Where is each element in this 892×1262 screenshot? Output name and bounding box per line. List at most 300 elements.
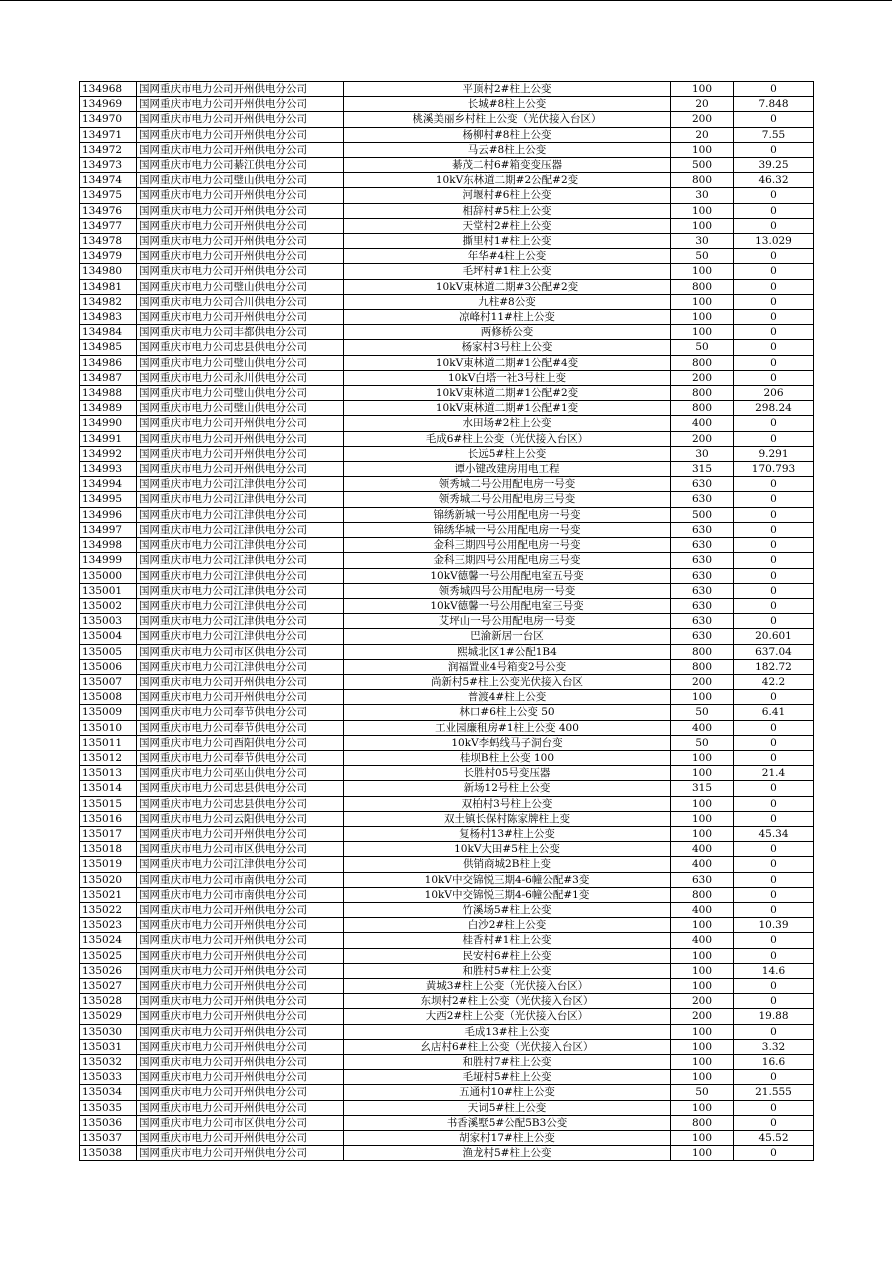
row-id-cell: 135006: [80, 659, 137, 674]
company-cell: 国网重庆市电力公司开州供电分公司: [137, 446, 344, 461]
capacity-cell: 50: [671, 735, 734, 750]
table-row: [80, 750, 814, 765]
value-cell: 46.32: [734, 173, 814, 188]
row-id-cell: 135037: [80, 1131, 137, 1146]
capacity-cell: 500: [671, 507, 734, 522]
capacity-cell: 500: [671, 158, 734, 173]
table-row: [80, 644, 814, 659]
row-id-cell: 135025: [80, 948, 137, 963]
row-id-cell: 134984: [80, 325, 137, 340]
capacity-cell: 630: [671, 872, 734, 887]
company-cell: 国网重庆市电力公司市南供电分公司: [137, 872, 344, 887]
transformer-name-cell: 10kV白塔一社3号柱上变: [344, 370, 671, 385]
value-cell: 3.32: [734, 1039, 814, 1054]
company-cell: 国网重庆市电力公司开州供电分公司: [137, 234, 344, 249]
table-row: [80, 994, 814, 1009]
table-row: [80, 766, 814, 781]
transformer-name-cell: 竹溪场5#柱上公变: [344, 902, 671, 917]
transformer-name-cell: 河堰村#6柱上公变: [344, 188, 671, 203]
row-id-cell: 134992: [80, 446, 137, 461]
value-cell: 0: [734, 811, 814, 826]
row-id-cell: 134973: [80, 158, 137, 173]
row-id-cell: 134995: [80, 492, 137, 507]
transformer-name-cell: 大西2#柱上公变（光伏接入台区）: [344, 1009, 671, 1024]
row-id-cell: 135017: [80, 826, 137, 841]
table-row: [80, 872, 814, 887]
row-id-cell: 135030: [80, 1024, 137, 1039]
value-cell: 19.88: [734, 1009, 814, 1024]
transformer-name-cell: 毛坪村#1柱上公变: [344, 264, 671, 279]
row-id-cell: 134986: [80, 355, 137, 370]
capacity-cell: 100: [671, 203, 734, 218]
transformer-name-cell: 10kV東林道二期#1公配#4变: [344, 355, 671, 370]
table-row: [80, 918, 814, 933]
row-id-cell: 135032: [80, 1055, 137, 1070]
transformer-name-cell: 书香溪墅5#公配5B3公变: [344, 1115, 671, 1130]
table-row: [80, 401, 814, 416]
company-cell: 国网重庆市电力公司开州供电分公司: [137, 826, 344, 841]
value-cell: 0: [734, 933, 814, 948]
capacity-cell: 30: [671, 234, 734, 249]
transformer-name-cell: 锦绣新城一号公用配电房一号变: [344, 507, 671, 522]
transformer-name-cell: 马云#8柱上公变: [344, 142, 671, 157]
company-cell: 国网重庆市电力公司开州供电分公司: [137, 1024, 344, 1039]
value-cell: 0: [734, 203, 814, 218]
value-cell: 0: [734, 887, 814, 902]
row-id-cell: 135003: [80, 614, 137, 629]
company-cell: 国网重庆市电力公司市区供电分公司: [137, 1115, 344, 1130]
company-cell: 国网重庆市电力公司开州供电分公司: [137, 1085, 344, 1100]
table-row: [80, 781, 814, 796]
company-cell: 国网重庆市电力公司开州供电分公司: [137, 82, 344, 97]
page-top-border: [0, 0, 892, 1]
company-cell: 国网重庆市电力公司开州供电分公司: [137, 310, 344, 325]
value-cell: 0: [734, 720, 814, 735]
row-id-cell: 134989: [80, 401, 137, 416]
table-row: [80, 842, 814, 857]
capacity-cell: 400: [671, 902, 734, 917]
company-cell: 国网重庆市电力公司璧山供电分公司: [137, 355, 344, 370]
table-row: [80, 188, 814, 203]
transformer-name-cell: 白沙2#柱上公变: [344, 918, 671, 933]
value-cell: 0: [734, 842, 814, 857]
row-id-cell: 134976: [80, 203, 137, 218]
value-cell: 13.029: [734, 234, 814, 249]
transformer-name-cell: 幺店村6#柱上公变（光伏接入台区）: [344, 1039, 671, 1054]
company-cell: 国网重庆市电力公司开州供电分公司: [137, 249, 344, 264]
transformer-name-cell: 林口#6柱上公变 50: [344, 705, 671, 720]
row-id-cell: 135031: [80, 1039, 137, 1054]
company-cell: 国网重庆市电力公司忠县供电分公司: [137, 340, 344, 355]
transformer-name-cell: 胡家村17#柱上公变: [344, 1131, 671, 1146]
transformer-name-cell: 领秀城二号公用配电房三号变: [344, 492, 671, 507]
company-cell: 国网重庆市电力公司开州供电分公司: [137, 127, 344, 142]
company-cell: 国网重庆市电力公司巫山供电分公司: [137, 766, 344, 781]
capacity-cell: 630: [671, 492, 734, 507]
value-cell: 0: [734, 310, 814, 325]
company-cell: 国网重庆市电力公司开州供电分公司: [137, 188, 344, 203]
company-cell: 国网重庆市电力公司开州供电分公司: [137, 1070, 344, 1085]
capacity-cell: 630: [671, 629, 734, 644]
company-cell: 国网重庆市电力公司开州供电分公司: [137, 218, 344, 233]
transformer-name-cell: 天堂村2#柱上公变: [344, 218, 671, 233]
table-row: [80, 674, 814, 689]
row-id-cell: 134978: [80, 234, 137, 249]
row-id-cell: 135026: [80, 963, 137, 978]
capacity-cell: 400: [671, 416, 734, 431]
table-row: [80, 1039, 814, 1054]
company-cell: 国网重庆市电力公司璧山供电分公司: [137, 279, 344, 294]
row-id-cell: 134983: [80, 310, 137, 325]
capacity-cell: 800: [671, 173, 734, 188]
transformer-name-cell: 巴渝新居一台区: [344, 629, 671, 644]
table-row: [80, 82, 814, 97]
table-row: [80, 629, 814, 644]
company-cell: 国网重庆市电力公司江津供电分公司: [137, 583, 344, 598]
transformer-name-cell: 10kV德馨一号公用配电室五号变: [344, 568, 671, 583]
value-cell: 10.39: [734, 918, 814, 933]
transformer-name-cell: 东坝村2#柱上公变（光伏接入台区）: [344, 994, 671, 1009]
value-cell: 0: [734, 340, 814, 355]
row-id-cell: 135024: [80, 933, 137, 948]
value-cell: 16.6: [734, 1055, 814, 1070]
capacity-cell: 800: [671, 355, 734, 370]
capacity-cell: 100: [671, 766, 734, 781]
table-row: [80, 614, 814, 629]
capacity-cell: 30: [671, 188, 734, 203]
value-cell: 0: [734, 553, 814, 568]
value-cell: 0: [734, 902, 814, 917]
table-row: [80, 264, 814, 279]
company-cell: 国网重庆市电力公司合川供电分公司: [137, 294, 344, 309]
capacity-cell: 800: [671, 644, 734, 659]
table-row: [80, 1100, 814, 1115]
table-row: [80, 370, 814, 385]
row-id-cell: 135012: [80, 750, 137, 765]
capacity-cell: 800: [671, 887, 734, 902]
capacity-cell: 315: [671, 462, 734, 477]
company-cell: 国网重庆市电力公司江津供电分公司: [137, 538, 344, 553]
company-cell: 国网重庆市电力公司开州供电分公司: [137, 978, 344, 993]
capacity-cell: 315: [671, 781, 734, 796]
table-row: [80, 386, 814, 401]
table-row: [80, 340, 814, 355]
company-cell: 国网重庆市电力公司云阳供电分公司: [137, 811, 344, 826]
row-id-cell: 134969: [80, 97, 137, 112]
capacity-cell: 20: [671, 97, 734, 112]
row-id-cell: 134988: [80, 386, 137, 401]
value-cell: 0: [734, 477, 814, 492]
transformer-name-cell: 两修桥公变: [344, 325, 671, 340]
value-cell: 0: [734, 781, 814, 796]
capacity-cell: 100: [671, 690, 734, 705]
transformer-name-cell: 润福置业4号箱变2号公变: [344, 659, 671, 674]
table-row: [80, 477, 814, 492]
capacity-cell: 100: [671, 811, 734, 826]
capacity-cell: 630: [671, 568, 734, 583]
value-cell: 0: [734, 1100, 814, 1115]
capacity-cell: 630: [671, 614, 734, 629]
row-id-cell: 134977: [80, 218, 137, 233]
value-cell: 0: [734, 538, 814, 553]
capacity-cell: 400: [671, 720, 734, 735]
table-row: [80, 325, 814, 340]
transformer-name-cell: 领秀城二号公用配电房一号变: [344, 477, 671, 492]
row-id-cell: 134996: [80, 507, 137, 522]
value-cell: 0: [734, 994, 814, 1009]
capacity-cell: 200: [671, 994, 734, 1009]
company-cell: 国网重庆市电力公司开州供电分公司: [137, 963, 344, 978]
value-cell: 0: [734, 431, 814, 446]
company-cell: 国网重庆市电力公司江津供电分公司: [137, 659, 344, 674]
capacity-cell: 800: [671, 1115, 734, 1130]
value-cell: 21.4: [734, 766, 814, 781]
row-id-cell: 134975: [80, 188, 137, 203]
value-cell: 0: [734, 218, 814, 233]
table-row: [80, 1115, 814, 1130]
capacity-cell: 20: [671, 127, 734, 142]
transformer-name-cell: 双柏村3号柱上公变: [344, 796, 671, 811]
row-id-cell: 135008: [80, 690, 137, 705]
table-row: [80, 902, 814, 917]
company-cell: 国网重庆市电力公司开州供电分公司: [137, 112, 344, 127]
capacity-cell: 100: [671, 310, 734, 325]
table-row: [80, 203, 814, 218]
table-body: [80, 82, 814, 1161]
transformer-name-cell: 艾坪山一号公用配电房一号变: [344, 614, 671, 629]
value-cell: 0: [734, 690, 814, 705]
table-row: [80, 978, 814, 993]
capacity-cell: 50: [671, 705, 734, 720]
value-cell: 6.41: [734, 705, 814, 720]
company-cell: 国网重庆市电力公司丰都供电分公司: [137, 325, 344, 340]
value-cell: 0: [734, 507, 814, 522]
value-cell: 0: [734, 294, 814, 309]
company-cell: 国网重庆市电力公司开州供电分公司: [137, 690, 344, 705]
transformer-table: [79, 81, 814, 1161]
row-id-cell: 134987: [80, 370, 137, 385]
row-id-cell: 134971: [80, 127, 137, 142]
value-cell: 0: [734, 1024, 814, 1039]
transformer-name-cell: 10kV李蚂线马子洞台变: [344, 735, 671, 750]
value-cell: 0: [734, 872, 814, 887]
capacity-cell: 100: [671, 826, 734, 841]
company-cell: 国网重庆市电力公司江津供电分公司: [137, 553, 344, 568]
capacity-cell: 100: [671, 963, 734, 978]
row-id-cell: 134982: [80, 294, 137, 309]
row-id-cell: 135033: [80, 1070, 137, 1085]
value-cell: 7.848: [734, 97, 814, 112]
company-cell: 国网重庆市电力公司开州供电分公司: [137, 674, 344, 689]
company-cell: 国网重庆市电力公司开州供电分公司: [137, 1055, 344, 1070]
table-row: [80, 1070, 814, 1085]
transformer-name-cell: 平顶村2#柱上公变: [344, 82, 671, 97]
table-row: [80, 446, 814, 461]
capacity-cell: 200: [671, 674, 734, 689]
company-cell: 国网重庆市电力公司开州供电分公司: [137, 97, 344, 112]
transformer-name-cell: 金科三期四号公用配电房三号变: [344, 553, 671, 568]
company-cell: 国网重庆市电力公司江津供电分公司: [137, 614, 344, 629]
value-cell: 0: [734, 112, 814, 127]
table-row: [80, 158, 814, 173]
company-cell: 国网重庆市电力公司开州供电分公司: [137, 1009, 344, 1024]
transformer-name-cell: 水田场#2柱上公变: [344, 416, 671, 431]
company-cell: 国网重庆市电力公司江津供电分公司: [137, 568, 344, 583]
capacity-cell: 630: [671, 598, 734, 613]
transformer-name-cell: 尚新村5#柱上公变光伏接入台区: [344, 674, 671, 689]
table-row: [80, 97, 814, 112]
row-id-cell: 135015: [80, 796, 137, 811]
table-row: [80, 933, 814, 948]
table-row: [80, 1085, 814, 1100]
company-cell: 国网重庆市电力公司璧山供电分公司: [137, 386, 344, 401]
table-row: [80, 826, 814, 841]
transformer-name-cell: 黄城3#柱上公变（光伏接入台区）: [344, 978, 671, 993]
company-cell: 国网重庆市电力公司开州供电分公司: [137, 142, 344, 157]
value-cell: 206: [734, 386, 814, 401]
transformer-name-cell: 杨柳村#8柱上公变: [344, 127, 671, 142]
capacity-cell: 100: [671, 1055, 734, 1070]
transformer-name-cell: 熙城北区1#公配1B4: [344, 644, 671, 659]
row-id-cell: 135004: [80, 629, 137, 644]
row-id-cell: 135011: [80, 735, 137, 750]
value-cell: 182.72: [734, 659, 814, 674]
table-row: [80, 583, 814, 598]
value-cell: 39.25: [734, 158, 814, 173]
value-cell: 14.6: [734, 963, 814, 978]
table-row: [80, 553, 814, 568]
transformer-name-cell: 双土镇长保村陈家牌柱上变: [344, 811, 671, 826]
table-row: [80, 735, 814, 750]
transformer-name-cell: 长远5#柱上公变: [344, 446, 671, 461]
capacity-cell: 100: [671, 1131, 734, 1146]
capacity-cell: 630: [671, 583, 734, 598]
capacity-cell: 100: [671, 1039, 734, 1054]
value-cell: 637.04: [734, 644, 814, 659]
value-cell: 0: [734, 1146, 814, 1161]
capacity-cell: 800: [671, 659, 734, 674]
company-cell: 国网重庆市电力公司开州供电分公司: [137, 948, 344, 963]
row-id-cell: 134985: [80, 340, 137, 355]
row-id-cell: 135020: [80, 872, 137, 887]
capacity-cell: 800: [671, 279, 734, 294]
transformer-name-cell: 撕里村1#柱上公变: [344, 234, 671, 249]
row-id-cell: 135005: [80, 644, 137, 659]
capacity-cell: 100: [671, 750, 734, 765]
company-cell: 国网重庆市电力公司綦江供电分公司: [137, 158, 344, 173]
company-cell: 国网重庆市电力公司奉节供电分公司: [137, 720, 344, 735]
value-cell: 0: [734, 355, 814, 370]
transformer-name-cell: 长城#8柱上公变: [344, 97, 671, 112]
transformer-name-cell: 綦茂二村6#箱变变压器: [344, 158, 671, 173]
transformer-name-cell: 长胜村05号变压器: [344, 766, 671, 781]
capacity-cell: 800: [671, 386, 734, 401]
transformer-name-cell: 锦绣华城一号公用配电房一号变: [344, 522, 671, 537]
value-cell: 0: [734, 614, 814, 629]
capacity-cell: 100: [671, 1100, 734, 1115]
row-id-cell: 134972: [80, 142, 137, 157]
value-cell: 7.55: [734, 127, 814, 142]
table-row: [80, 127, 814, 142]
company-cell: 国网重庆市电力公司忠县供电分公司: [137, 781, 344, 796]
company-cell: 国网重庆市电力公司开州供电分公司: [137, 203, 344, 218]
row-id-cell: 134970: [80, 112, 137, 127]
value-cell: 0: [734, 142, 814, 157]
transformer-name-cell: 10kV中交锦悦三期4-6幢公配#1变: [344, 887, 671, 902]
company-cell: 国网重庆市电力公司开州供电分公司: [137, 933, 344, 948]
capacity-cell: 630: [671, 553, 734, 568]
capacity-cell: 100: [671, 264, 734, 279]
company-cell: 国网重庆市电力公司忠县供电分公司: [137, 796, 344, 811]
capacity-cell: 200: [671, 112, 734, 127]
transformer-name-cell: 领秀城四号公用配电房一号变: [344, 583, 671, 598]
row-id-cell: 135016: [80, 811, 137, 826]
capacity-cell: 100: [671, 918, 734, 933]
company-cell: 国网重庆市电力公司开州供电分公司: [137, 416, 344, 431]
table-row: [80, 690, 814, 705]
row-id-cell: 134968: [80, 82, 137, 97]
value-cell: 0: [734, 264, 814, 279]
capacity-cell: 100: [671, 325, 734, 340]
transformer-name-cell: 10kV大田#5柱上公变: [344, 842, 671, 857]
table-row: [80, 963, 814, 978]
row-id-cell: 135001: [80, 583, 137, 598]
table-row: [80, 659, 814, 674]
value-cell: 0: [734, 735, 814, 750]
company-cell: 国网重庆市电力公司江津供电分公司: [137, 857, 344, 872]
transformer-name-cell: 和胜村5#柱上公变: [344, 963, 671, 978]
transformer-name-cell: 凉峰村11#柱上公变: [344, 310, 671, 325]
row-id-cell: 135036: [80, 1115, 137, 1130]
row-id-cell: 134998: [80, 538, 137, 553]
value-cell: 20.601: [734, 629, 814, 644]
value-cell: 0: [734, 598, 814, 613]
capacity-cell: 400: [671, 842, 734, 857]
company-cell: 国网重庆市电力公司酉阳供电分公司: [137, 735, 344, 750]
row-id-cell: 135010: [80, 720, 137, 735]
table-row: [80, 310, 814, 325]
transformer-name-cell: 年华#4柱上公变: [344, 249, 671, 264]
company-cell: 国网重庆市电力公司永川供电分公司: [137, 370, 344, 385]
transformer-name-cell: 毛成13#柱上公变: [344, 1024, 671, 1039]
value-cell: 0: [734, 796, 814, 811]
capacity-cell: 630: [671, 477, 734, 492]
transformer-name-cell: 供销商城2B柱上变: [344, 857, 671, 872]
capacity-cell: 100: [671, 948, 734, 963]
table-row: [80, 112, 814, 127]
table-row: [80, 234, 814, 249]
transformer-name-cell: 工业园廉租房#1柱上公变 400: [344, 720, 671, 735]
capacity-cell: 100: [671, 1146, 734, 1161]
capacity-cell: 100: [671, 294, 734, 309]
row-id-cell: 134997: [80, 522, 137, 537]
company-cell: 国网重庆市电力公司璧山供电分公司: [137, 173, 344, 188]
row-id-cell: 135009: [80, 705, 137, 720]
value-cell: 0: [734, 279, 814, 294]
table-row: [80, 796, 814, 811]
value-cell: 42.2: [734, 674, 814, 689]
company-cell: 国网重庆市电力公司开州供电分公司: [137, 1100, 344, 1115]
company-cell: 国网重庆市电力公司江津供电分公司: [137, 522, 344, 537]
value-cell: 298.24: [734, 401, 814, 416]
transformer-name-cell: 谭小键改建房用电工程: [344, 462, 671, 477]
company-cell: 国网重庆市电力公司开州供电分公司: [137, 1131, 344, 1146]
row-id-cell: 134999: [80, 553, 137, 568]
table-row: [80, 720, 814, 735]
row-id-cell: 135018: [80, 842, 137, 857]
value-cell: 0: [734, 492, 814, 507]
transformer-name-cell: 10kV東林道二期#1公配#1变: [344, 401, 671, 416]
